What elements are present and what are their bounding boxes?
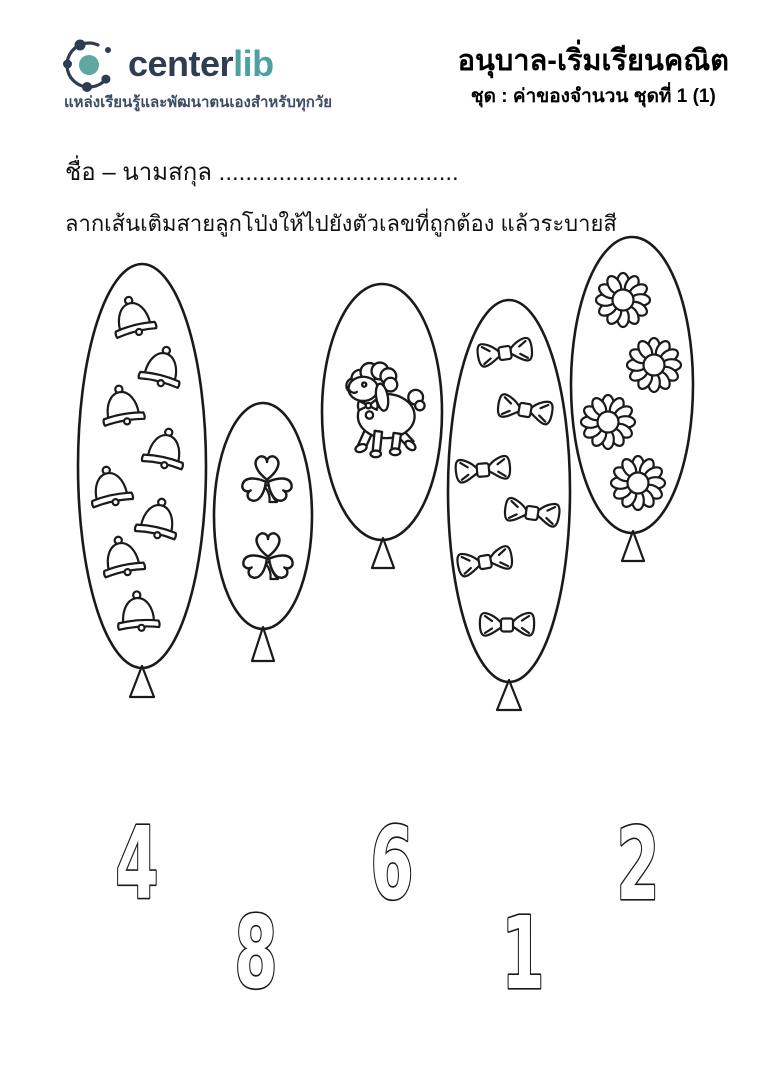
balloon-flowers [571,237,693,561]
balloon-lamb [322,284,442,568]
balloon-knot [372,538,394,568]
balloon-knot [130,666,154,697]
worksheet-subtitle: ชุด : ค่าของจำนวน ชุดที่ 1 (1) [470,85,716,107]
balloon-knot [622,531,644,561]
brand-secondary: lib [233,43,274,84]
balloon-knot [497,680,521,710]
name-dotted-blank: .................................... [218,159,459,186]
name-label: ชื่อ – นามสกุล [65,159,212,186]
answer-number-6: 6 [370,805,414,923]
balloon-knot [252,627,274,661]
answer-numbers [115,805,659,1012]
instruction-text: ลากเส้นเติมสายลูกโป่งให้ไปยังตัวเลขที่ถูกต้อง แล้วระบายสี [65,211,617,236]
brand-primary: center [128,43,234,84]
balloon-bells [78,264,206,697]
worksheet-title: อนุบาล-เริ่มเรียนคณิต [457,45,729,77]
answer-number-8: 8 [234,894,278,1012]
balloon-shamrocks [214,403,312,661]
brand-tagline: แหล่งเรียนรู้และพัฒนาตนเองสำหรับทุกวัย [64,94,333,111]
answer-number-2: 2 [616,806,660,924]
balloon-bows [448,300,570,710]
answer-number-1: 1 [501,895,545,1013]
answer-number-4: 4 [115,805,159,923]
